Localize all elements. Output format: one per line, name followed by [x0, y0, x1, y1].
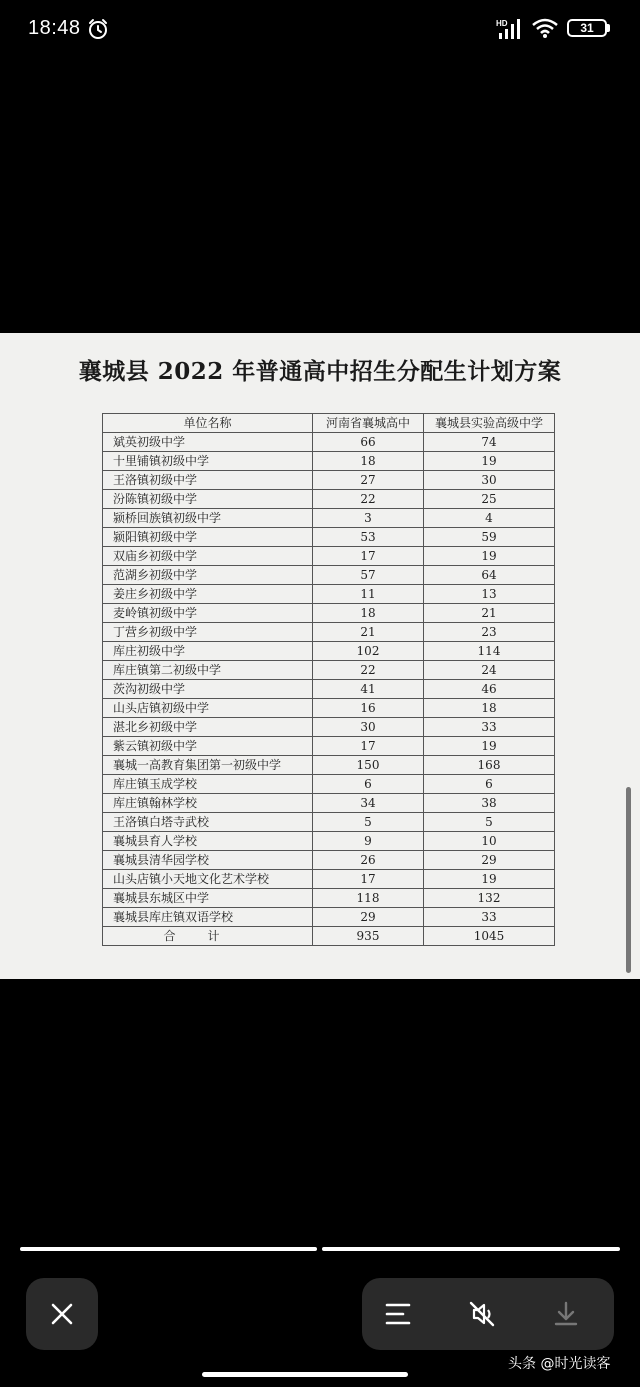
unit-name-cell: 汾陈镇初级中学 [103, 490, 313, 509]
school-2-quota-cell: 4 [424, 509, 555, 528]
unit-name-cell: 双庙乡初级中学 [103, 547, 313, 566]
table-row [103, 528, 555, 547]
unit-name-cell: 山头店镇小天地文化艺术学校 [103, 870, 313, 889]
table-total-row [103, 927, 555, 946]
school-1-quota-cell: 53 [313, 528, 424, 547]
close-icon [50, 1302, 74, 1326]
school-2-quota-cell: 5 [424, 813, 555, 832]
total-school-1: 935 [313, 927, 424, 946]
total-label: 合计 [103, 927, 313, 946]
unit-name-cell: 襄城县库庄镇双语学校 [103, 908, 313, 927]
table-row [103, 851, 555, 870]
table-row [103, 794, 555, 813]
school-1-quota-cell: 18 [313, 452, 424, 471]
header-school-2: 襄城县实验高级中学 [424, 414, 555, 433]
school-2-quota-cell: 23 [424, 623, 555, 642]
unit-name-cell: 紫云镇初级中学 [103, 737, 313, 756]
menu-icon [384, 1300, 412, 1328]
table-row [103, 604, 555, 623]
viewer-toolbar [362, 1278, 614, 1350]
battery-level: 31 [580, 21, 594, 35]
status-bar [0, 0, 640, 60]
school-2-quota-cell: 168 [424, 756, 555, 775]
scrollbar[interactable] [626, 787, 631, 973]
school-1-quota-cell: 5 [313, 813, 424, 832]
school-2-quota-cell: 13 [424, 585, 555, 604]
unit-name-cell: 库庄镇第二初级中学 [103, 661, 313, 680]
school-1-quota-cell: 22 [313, 490, 424, 509]
school-1-quota-cell: 9 [313, 832, 424, 851]
school-2-quota-cell: 46 [424, 680, 555, 699]
school-1-quota-cell: 66 [313, 433, 424, 452]
unit-name-cell: 茨沟初级中学 [103, 680, 313, 699]
table-row [103, 889, 555, 908]
school-1-quota-cell: 17 [313, 870, 424, 889]
signal-icon [496, 18, 524, 40]
table-row [103, 452, 555, 471]
unit-name-cell: 范湖乡初级中学 [103, 566, 313, 585]
school-1-quota-cell: 16 [313, 699, 424, 718]
school-2-quota-cell: 19 [424, 452, 555, 471]
mute-button[interactable] [446, 1278, 518, 1350]
school-2-quota-cell: 24 [424, 661, 555, 680]
table-row [103, 718, 555, 737]
home-indicator[interactable] [202, 1372, 408, 1377]
unit-name-cell: 斌英初级中学 [103, 433, 313, 452]
allocation-table [102, 413, 554, 946]
school-1-quota-cell: 30 [313, 718, 424, 737]
school-2-quota-cell: 10 [424, 832, 555, 851]
school-1-quota-cell: 22 [313, 661, 424, 680]
status-time: 18:48 [28, 17, 81, 39]
unit-name-cell: 丁营乡初级中学 [103, 623, 313, 642]
school-1-quota-cell: 6 [313, 775, 424, 794]
unit-name-cell: 库庄镇翰林学校 [103, 794, 313, 813]
unit-name-cell: 王洛镇白塔寺武校 [103, 813, 313, 832]
document-title: 襄城县 2022 年普通高中招生分配生计划方案 [78, 358, 562, 385]
school-2-quota-cell: 132 [424, 889, 555, 908]
unit-name-cell: 库庄镇玉成学校 [103, 775, 313, 794]
school-2-quota-cell: 74 [424, 433, 555, 452]
table-row [103, 433, 555, 452]
school-2-quota-cell: 114 [424, 642, 555, 661]
download-button[interactable] [530, 1278, 602, 1350]
wifi-icon [531, 17, 559, 39]
school-1-quota-cell: 17 [313, 737, 424, 756]
unit-name-cell: 襄城县东城区中学 [103, 889, 313, 908]
school-2-quota-cell: 33 [424, 908, 555, 927]
school-2-quota-cell: 19 [424, 870, 555, 889]
school-1-quota-cell: 17 [313, 547, 424, 566]
table-row [103, 471, 555, 490]
school-1-quota-cell: 27 [313, 471, 424, 490]
table-row [103, 813, 555, 832]
progress-segment-2 [322, 1247, 620, 1251]
school-1-quota-cell: 3 [313, 509, 424, 528]
school-2-quota-cell: 64 [424, 566, 555, 585]
progress-segment-1 [20, 1247, 317, 1251]
school-1-quota-cell: 102 [313, 642, 424, 661]
table-row [103, 908, 555, 927]
unit-name-cell: 襄城一高教育集团第一初级中学 [103, 756, 313, 775]
table-row [103, 775, 555, 794]
unit-name-cell: 颍阳镇初级中学 [103, 528, 313, 547]
table-row [103, 585, 555, 604]
alarm-icon [87, 18, 109, 40]
table-row [103, 566, 555, 585]
unit-name-cell: 湛北乡初级中学 [103, 718, 313, 737]
unit-name-cell: 山头店镇初级中学 [103, 699, 313, 718]
school-2-quota-cell: 18 [424, 699, 555, 718]
school-2-quota-cell: 30 [424, 471, 555, 490]
unit-name-cell: 姜庄乡初级中学 [103, 585, 313, 604]
school-2-quota-cell: 33 [424, 718, 555, 737]
school-1-quota-cell: 26 [313, 851, 424, 870]
table-row [103, 737, 555, 756]
school-2-quota-cell: 19 [424, 737, 555, 756]
watermark: 头条 @时光读客 [508, 1356, 611, 1372]
unit-name-cell: 襄城县育人学校 [103, 832, 313, 851]
table-row [103, 509, 555, 528]
table-row [103, 642, 555, 661]
table-row [103, 832, 555, 851]
table-row [103, 490, 555, 509]
school-2-quota-cell: 19 [424, 547, 555, 566]
school-1-quota-cell: 21 [313, 623, 424, 642]
unit-name-cell: 十里铺镇初级中学 [103, 452, 313, 471]
unit-name-cell: 库庄初级中学 [103, 642, 313, 661]
table-row [103, 680, 555, 699]
document-image[interactable] [0, 333, 640, 979]
table-row [103, 623, 555, 642]
unit-name-cell: 颍桥回族镇初级中学 [103, 509, 313, 528]
school-1-quota-cell: 118 [313, 889, 424, 908]
school-2-quota-cell: 29 [424, 851, 555, 870]
school-1-quota-cell: 150 [313, 756, 424, 775]
header-school-1: 河南省襄城高中 [313, 414, 424, 433]
download-icon [552, 1300, 580, 1328]
table-row [103, 699, 555, 718]
menu-button[interactable] [362, 1278, 434, 1350]
close-button[interactable] [26, 1278, 98, 1350]
unit-name-cell: 王洛镇初级中学 [103, 471, 313, 490]
total-school-2: 1045 [424, 927, 555, 946]
unit-name-cell: 麦岭镇初级中学 [103, 604, 313, 623]
school-2-quota-cell: 38 [424, 794, 555, 813]
header-unit-name: 单位名称 [103, 414, 313, 433]
school-2-quota-cell: 6 [424, 775, 555, 794]
table-header-row [103, 414, 555, 433]
battery-nub [607, 24, 610, 32]
school-1-quota-cell: 11 [313, 585, 424, 604]
unit-name-cell: 襄城县清华园学校 [103, 851, 313, 870]
school-1-quota-cell: 41 [313, 680, 424, 699]
school-2-quota-cell: 25 [424, 490, 555, 509]
table-row [103, 870, 555, 889]
mute-icon [468, 1300, 496, 1328]
school-1-quota-cell: 57 [313, 566, 424, 585]
network-label: HD [496, 19, 508, 28]
table-row [103, 547, 555, 566]
school-1-quota-cell: 29 [313, 908, 424, 927]
school-1-quota-cell: 34 [313, 794, 424, 813]
school-2-quota-cell: 59 [424, 528, 555, 547]
table-row [103, 661, 555, 680]
school-2-quota-cell: 21 [424, 604, 555, 623]
school-1-quota-cell: 18 [313, 604, 424, 623]
table-row [103, 756, 555, 775]
